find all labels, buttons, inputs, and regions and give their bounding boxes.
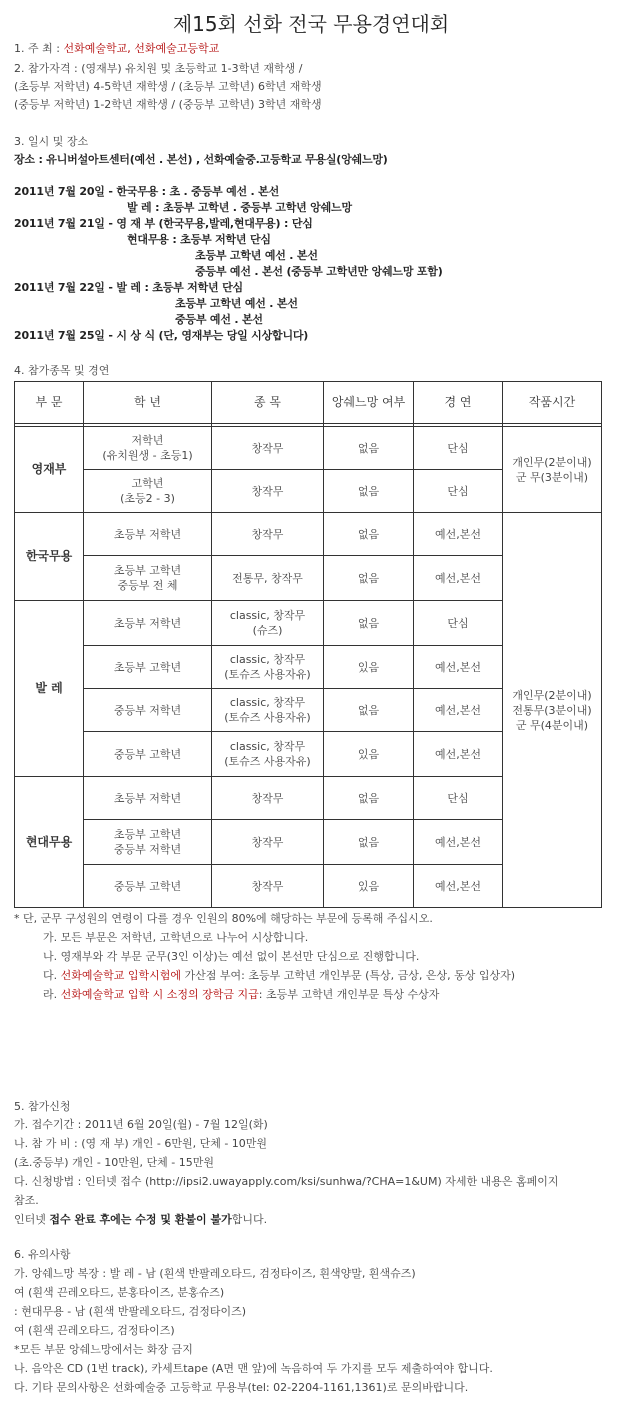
- cell-event: 창작무: [212, 777, 324, 820]
- date2-line-a: 2011년 7월 21일 - 영 재 부 (한국무용,발레,현대무용) : 단심: [14, 217, 313, 230]
- note-d-text: : 초등부 고학년 개인부문 특상 수상자: [258, 988, 440, 1001]
- cell-competition: 단심: [414, 777, 503, 820]
- cell-ensemble: 있음: [324, 865, 414, 908]
- eligibility-line-1: 2. 참가자격 : (영재부) 유치원 및 초등학교 1-3학년 재학생 /: [14, 62, 303, 75]
- eligibility-line-3: (중등부 저학년) 1-2학년 재학생 / (중등부 고학년) 3학년 재학생: [14, 98, 322, 111]
- host-value: 선화예술학교, 선화예술고등학교: [63, 42, 220, 55]
- cell-ensemble: 있음: [324, 646, 414, 689]
- venue-line: 장소 : 유니버설아트센터(예선 . 본선) , 선화예술중.고등학교 무용실(앙쉐느망): [14, 153, 388, 166]
- caution-line-4: 여 (흰색 끈레오타드, 검정타이즈): [14, 1324, 175, 1337]
- cell-ensemble: 있음: [324, 732, 414, 777]
- note-d: [43, 988, 439, 1002]
- date2-line-c: 초등부 고학년 예선 . 본선: [195, 249, 318, 262]
- cell-event: classic, 창작무 (토슈즈 사용자유): [212, 732, 324, 777]
- events-table: [14, 381, 602, 908]
- date1-line-a: 2011년 7월 20일 - 한국무용 : 초 . 중등부 예선 . 본선: [14, 185, 280, 198]
- cell-ensemble: 없음: [324, 427, 414, 470]
- cell-ensemble: 없음: [324, 513, 414, 556]
- date3-line-c: 중등부 예선 . 본선: [175, 313, 263, 326]
- note-c-highlight: 선화예술학교 입학시험에: [60, 969, 182, 982]
- eligibility-line-2: (초등부 저학년) 4-5학년 재학생 / (초등부 고학년) 6학년 재학생: [14, 80, 322, 93]
- category-ballet: 발 레: [15, 601, 84, 777]
- table-row: [15, 427, 602, 470]
- time-youth: 개인무(2분이내) 군 무(3분이내): [503, 427, 602, 513]
- cell-competition: 단심: [414, 470, 503, 513]
- date3-line-a: 2011년 7월 22일 - 발 레 : 초등부 저학년 단심: [14, 281, 243, 294]
- cell-grade: 고학년 (초등2 - 3): [84, 470, 212, 513]
- caution-line-5: *모든 부문 앙쉐느망에서는 화장 금지: [14, 1343, 193, 1356]
- cell-grade: 중등부 저학년: [84, 689, 212, 732]
- host-label: 1. 주 최 :: [14, 42, 64, 55]
- cell-ensemble: 없음: [324, 470, 414, 513]
- cell-event: classic, 창작무 (토슈즈 사용자유): [212, 689, 324, 732]
- cell-event: classic, 창작무 (토슈즈 사용자유): [212, 646, 324, 689]
- cell-grade: 중등부 고학년: [84, 732, 212, 777]
- cell-event: 전통무, 창작무: [212, 556, 324, 601]
- note-d-prefix: 라.: [43, 988, 61, 1001]
- note-c: [43, 969, 515, 983]
- date2-line-d: 중등부 예선 . 본선 (중등부 고학년만 앙쉐느망 포함): [195, 265, 443, 278]
- cell-event: classic, 창작무 (슈즈): [212, 601, 324, 646]
- cell-competition: 예선,본선: [414, 646, 503, 689]
- cell-grade: 초등부 저학년: [84, 601, 212, 646]
- cell-event: 창작무: [212, 820, 324, 865]
- caution-line-3: : 현대무용 - 남 (흰색 반팔레오타드, 검정타이즈): [14, 1305, 247, 1318]
- caution-line-1: 가. 앙쉐느망 복장 : 발 레 - 남 (흰색 반팔레오타드, 검정타이즈, 흰색양말, 흰색슈즈): [14, 1267, 416, 1280]
- cell-competition: 예선,본선: [414, 556, 503, 601]
- cell-ensemble: 없음: [324, 601, 414, 646]
- host-line: [14, 42, 219, 56]
- cell-ensemble: 없음: [324, 777, 414, 820]
- date4-line: 2011년 7월 25일 - 시 상 식 (단, 영재부는 당일 시상합니다): [14, 329, 309, 342]
- cell-competition: 단심: [414, 601, 503, 646]
- cell-ensemble: 없음: [324, 820, 414, 865]
- date1-line-b: 발 레 : 초등부 고학년 . 중등부 고학년 앙쉐느망: [127, 201, 352, 214]
- header-category: 부 문: [15, 382, 84, 424]
- header-competition: 경 연: [414, 382, 503, 424]
- refund-prefix: 인터넷: [14, 1213, 50, 1226]
- apply-refund-note: [14, 1213, 267, 1227]
- cell-grade: 초등부 저학년: [84, 513, 212, 556]
- date3-line-b: 초등부 고학년 예선 . 본선: [175, 297, 298, 310]
- header-grade: 학 년: [84, 382, 212, 424]
- note-main: * 단, 군무 구성원의 연령이 다를 경우 인원의 80%에 해당하는 부문에 등록해 주십시오.: [14, 912, 433, 925]
- caution-heading: 6. 유의사항: [14, 1248, 71, 1261]
- apply-fee-youth: 나. 참 가 비 : (영 재 부) 개인 - 6만원, 단체 - 10만원: [14, 1137, 268, 1150]
- cell-competition: 예선,본선: [414, 820, 503, 865]
- caution-line-6: 나. 음악은 CD (1번 track), 카세트tape (A면 맨 앞)에 녹음하여 두 가지를 모두 제출하여야 합니다.: [14, 1362, 493, 1375]
- cell-grade: 중등부 고학년: [84, 865, 212, 908]
- category-modern: 현대무용: [15, 777, 84, 908]
- cell-event: 창작무: [212, 513, 324, 556]
- date2-line-b: 현대무용 : 초등부 저학년 단심: [127, 233, 271, 246]
- apply-method: 다. 신청방법 : 인터넷 접수 (http://ipsi2.uwayapply.com/ksi/sunhwa/?CHA=1&UM) 자세한 내용은 홈페이지: [14, 1175, 559, 1188]
- schedule-heading: 3. 일시 및 장소: [14, 135, 89, 148]
- cell-grade: 초등부 고학년 중등부 전 체: [84, 556, 212, 601]
- apply-fee-others: (초.중등부) 개인 - 10만원, 단체 - 15만원: [14, 1156, 214, 1169]
- apply-period: 가. 접수기간 : 2011년 6월 20일(월) - 7월 12일(화): [14, 1118, 268, 1131]
- cell-event: 창작무: [212, 427, 324, 470]
- apply-heading: 5. 참가신청: [14, 1100, 71, 1113]
- cell-competition: 단심: [414, 427, 503, 470]
- cell-event: 창작무: [212, 865, 324, 908]
- note-c-text: 가산점 부여: 초등부 고학년 개인부문 (특상, 금상, 은상, 동상 입상자): [181, 969, 516, 982]
- caution-line-7: 다. 기타 문의사항은 선화예술중 고등학교 무용부(tel: 02-2204-1161,1361)로 문의바랍니다.: [14, 1381, 469, 1394]
- page-title: 제15회 선화 전국 무용경연대회: [172, 12, 450, 36]
- time-others: 개인무(2분이내) 전통무(3분이내) 군 무(4분이내): [503, 513, 602, 908]
- events-heading: 4. 참가종목 및 경연: [14, 364, 110, 377]
- cell-competition: 예선,본선: [414, 865, 503, 908]
- header-event: 종 목: [212, 382, 324, 424]
- category-korean: 한국무용: [15, 513, 84, 601]
- table-row: [15, 513, 602, 556]
- cell-grade: 초등부 고학년: [84, 646, 212, 689]
- cell-competition: 예선,본선: [414, 513, 503, 556]
- cell-competition: 예선,본선: [414, 732, 503, 777]
- note-c-prefix: 다.: [43, 969, 61, 982]
- refund-suffix: 합니다.: [231, 1213, 268, 1226]
- note-d-highlight: 선화예술학교 입학 시 소정의 장학금 지급: [60, 988, 259, 1001]
- cell-competition: 예선,본선: [414, 689, 503, 732]
- cell-ensemble: 없음: [324, 556, 414, 601]
- caution-line-2: 여 (흰색 끈레오타드, 분홍타이즈, 분홍슈즈): [14, 1286, 225, 1299]
- cell-ensemble: 없음: [324, 689, 414, 732]
- cell-grade: 저학년 (유치원생 - 초등1): [84, 427, 212, 470]
- note-b: 나. 영재부와 각 부문 군무(3인 이상)는 예선 없이 본선만 단심으로 진행합니다.: [43, 950, 420, 963]
- header-time: 작품시간: [503, 382, 602, 424]
- note-a: 가. 모든 부문은 저학년, 고학년으로 나누어 시상합니다.: [43, 931, 309, 944]
- refund-highlight: 접수 완료 후에는 수정 및 환불이 불가: [49, 1213, 232, 1226]
- category-youth: 영재부: [15, 427, 84, 513]
- apply-method-cont: 참조.: [14, 1194, 39, 1207]
- header-ensemble: 앙쉐느망 여부: [324, 382, 414, 424]
- cell-grade: 초등부 고학년 중등부 저학년: [84, 820, 212, 865]
- cell-event: 창작무: [212, 470, 324, 513]
- cell-grade: 초등부 저학년: [84, 777, 212, 820]
- table-header-row: [15, 382, 602, 424]
